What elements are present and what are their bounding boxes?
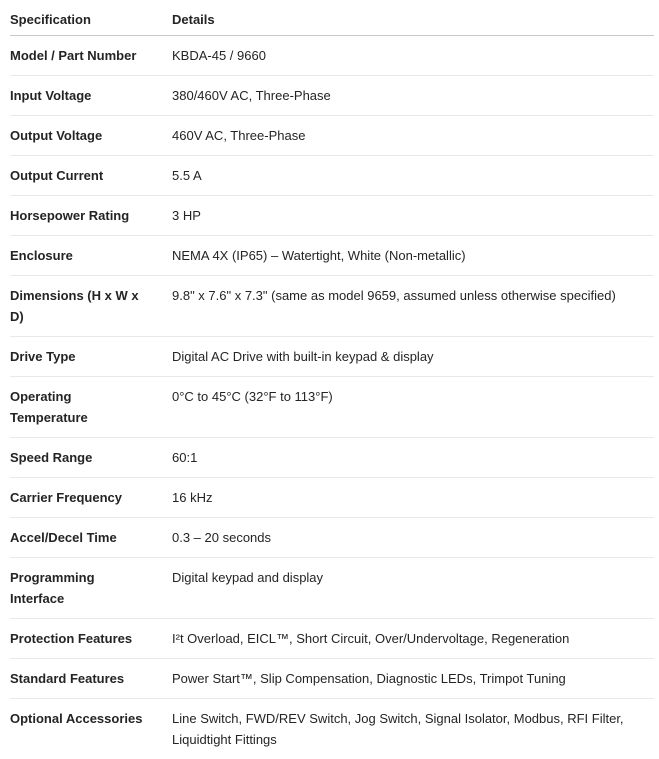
column-header-details: Details: [172, 0, 654, 36]
spec-cell: Output Current: [10, 156, 172, 196]
details-cell: Digital keypad and display: [172, 558, 654, 619]
spec-cell: Standard Features: [10, 659, 172, 699]
details-cell: 380/460V AC, Three-Phase: [172, 76, 654, 116]
table-row: [10, 156, 654, 196]
table-row: [10, 36, 654, 76]
details-cell: KBDA-45 / 9660: [172, 36, 654, 76]
table-header-row: [10, 0, 654, 36]
table-row: [10, 76, 654, 116]
spec-cell: Enclosure: [10, 236, 172, 276]
table-row: [10, 438, 654, 478]
spec-cell: Programming Interface: [10, 558, 172, 619]
table-row: [10, 236, 654, 276]
details-cell: I²t Overload, EICL™, Short Circuit, Over/Undervoltage, Regeneration: [172, 619, 654, 659]
spec-cell: Output Voltage: [10, 116, 172, 156]
details-cell: 9.8" x 7.6" x 7.3" (same as model 9659, assumed unless otherwise specified): [172, 276, 654, 337]
table-row: [10, 699, 654, 759]
table-row: [10, 558, 654, 619]
spec-cell: Protection Features: [10, 619, 172, 659]
spec-cell: Speed Range: [10, 438, 172, 478]
details-cell: 5.5 A: [172, 156, 654, 196]
table-row: [10, 337, 654, 377]
spec-cell: Drive Type: [10, 337, 172, 377]
details-cell: 3 HP: [172, 196, 654, 236]
spec-cell: Carrier Frequency: [10, 478, 172, 518]
details-cell: 60:1: [172, 438, 654, 478]
table-row: [10, 619, 654, 659]
table-row: [10, 377, 654, 438]
table-row: [10, 196, 654, 236]
details-cell: 16 kHz: [172, 478, 654, 518]
details-cell: 0.3 – 20 seconds: [172, 518, 654, 558]
spec-cell: Model / Part Number: [10, 36, 172, 76]
spec-cell: Input Voltage: [10, 76, 172, 116]
details-cell: NEMA 4X (IP65) – Watertight, White (Non-metallic): [172, 236, 654, 276]
details-cell: 460V AC, Three-Phase: [172, 116, 654, 156]
spec-cell: Dimensions (H x W x D): [10, 276, 172, 337]
table-row: [10, 276, 654, 337]
spec-cell: Accel/Decel Time: [10, 518, 172, 558]
table-row: [10, 518, 654, 558]
spec-cell: Horsepower Rating: [10, 196, 172, 236]
details-cell: Digital AC Drive with built-in keypad & display: [172, 337, 654, 377]
details-cell: 0°C to 45°C (32°F to 113°F): [172, 377, 654, 438]
details-cell: Power Start™, Slip Compensation, Diagnostic LEDs, Trimpot Tuning: [172, 659, 654, 699]
spec-cell: Operating Temperature: [10, 377, 172, 438]
spec-cell: Optional Accessories: [10, 699, 172, 759]
column-header-specification: Specification: [10, 0, 172, 36]
table-row: [10, 659, 654, 699]
table-row: [10, 116, 654, 156]
specification-table: [10, 0, 654, 759]
table-row: [10, 478, 654, 518]
details-cell: Line Switch, FWD/REV Switch, Jog Switch, Signal Isolator, Modbus, RFI Filter, Liquidtight Fittings: [172, 699, 654, 759]
